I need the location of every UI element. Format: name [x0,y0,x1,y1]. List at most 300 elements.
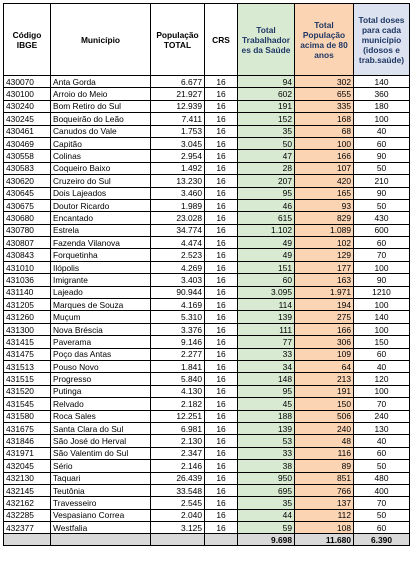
cell-total-doses: 140 [354,76,410,88]
cell-total-doses: 40 [354,435,410,447]
cell-crs: 16 [205,311,238,323]
cell-populacao: 21.927 [151,88,205,100]
table-row [4,175,410,187]
cell-municipio: Muçum [51,311,151,323]
cell-crs: 16 [205,88,238,100]
header-trabalhadores: Total Trabalhador es da Saúde [238,4,295,76]
table-row [4,125,410,137]
cell-municipio: Bom Retiro do Sul [51,100,151,112]
cell-populacao: 5.840 [151,373,205,385]
cell-trabalhadores: 139 [238,311,295,323]
cell-municipio: Colinas [51,150,151,162]
header-row [4,4,410,76]
table-row [4,323,410,335]
cell-trabalhadores: 94 [238,76,295,88]
cell-populacao: 2.130 [151,435,205,447]
cell-populacao: 3.045 [151,137,205,149]
cell-total-doses: 240 [354,410,410,422]
cell-populacao: 2.182 [151,398,205,410]
cell-populacao-80: 107 [295,162,354,174]
cell-codigo: 431846 [4,435,51,447]
cell-populacao-80: 112 [295,509,354,521]
cell-populacao: 2.347 [151,447,205,459]
cell-municipio: Estrela [51,224,151,236]
cell-municipio: Encantado [51,212,151,224]
cell-populacao: 2.277 [151,348,205,360]
cell-populacao: 1.989 [151,199,205,211]
cell-trabalhadores: 53 [238,435,295,447]
table-row [4,150,410,162]
cell-total-doses: 1210 [354,286,410,298]
cell-populacao-80: 213 [295,373,354,385]
cell-crs: 16 [205,497,238,509]
cell-total-doses: 120 [354,373,410,385]
cell-crs: 16 [205,410,238,422]
cell-populacao-80: 166 [295,150,354,162]
cell-municipio: Santa Clara do Sul [51,422,151,434]
cell-municipio: Lajeado [51,286,151,298]
table-row [4,286,410,298]
cell-trabalhadores: 28 [238,162,295,174]
cell-populacao-80: 102 [295,237,354,249]
table-row [4,373,410,385]
table-row [4,460,410,472]
cell-municipio: Doutor Ricardo [51,199,151,211]
cell-codigo: 432162 [4,497,51,509]
cell-codigo: 430807 [4,237,51,249]
cell-municipio: Progresso [51,373,151,385]
cell-total-doses: 60 [354,522,410,534]
cell-trabalhadores: 47 [238,150,295,162]
cell-populacao: 3.403 [151,274,205,286]
cell-trabalhadores: 59 [238,522,295,534]
cell-populacao-80: 129 [295,249,354,261]
cell-total-doses: 600 [354,224,410,236]
cell-municipio: Westfalia [51,522,151,534]
cell-populacao: 2.523 [151,249,205,261]
cell-crs: 16 [205,385,238,397]
cell-populacao-80: 191 [295,385,354,397]
cell-trabalhadores: 45 [238,398,295,410]
cell-populacao-80: 275 [295,311,354,323]
table-row [4,360,410,372]
table-row [4,509,410,521]
cell-populacao-80: 829 [295,212,354,224]
cell-populacao-80: 108 [295,522,354,534]
table-row [4,484,410,496]
cell-crs: 16 [205,162,238,174]
cell-trabalhadores: 35 [238,497,295,509]
cell-crs: 16 [205,472,238,484]
cell-populacao: 1.841 [151,360,205,372]
table-row [4,435,410,447]
table-row [4,261,410,273]
cell-codigo: 430843 [4,249,51,261]
table-row [4,472,410,484]
cell-trabalhadores: 60 [238,274,295,286]
cell-trabalhadores: 207 [238,175,295,187]
cell-total-doses: 210 [354,175,410,187]
cell-populacao: 4.269 [151,261,205,273]
cell-trabalhadores: 95 [238,187,295,199]
cell-municipio: Roca Sales [51,410,151,422]
total-doses: 6.390 [354,534,410,546]
cell-populacao: 2.040 [151,509,205,521]
cell-total-doses: 50 [354,460,410,472]
cell-total-doses: 400 [354,484,410,496]
cell-populacao-80: 89 [295,460,354,472]
cell-codigo: 431300 [4,323,51,335]
header-total-doses: Total doses para cada município (idosos e trab.saúde) [354,4,410,76]
cell-codigo: 431475 [4,348,51,360]
cell-populacao: 13.230 [151,175,205,187]
table-row [4,497,410,509]
cell-codigo: 430245 [4,113,51,125]
cell-crs: 16 [205,373,238,385]
cell-trabalhadores: 95 [238,385,295,397]
cell-trabalhadores: 188 [238,410,295,422]
cell-crs: 16 [205,348,238,360]
cell-trabalhadores: 50 [238,137,295,149]
cell-trabalhadores: 44 [238,509,295,521]
cell-populacao: 2.545 [151,497,205,509]
cell-populacao: 3.125 [151,522,205,534]
totals-empty-populacao [151,534,205,546]
cell-trabalhadores: 950 [238,472,295,484]
cell-codigo: 430100 [4,88,51,100]
table-row [4,274,410,286]
cell-codigo: 431513 [4,360,51,372]
cell-crs: 16 [205,187,238,199]
cell-total-doses: 70 [354,398,410,410]
cell-municipio: Pouso Novo [51,360,151,372]
cell-trabalhadores: 111 [238,323,295,335]
cell-crs: 16 [205,435,238,447]
cell-populacao: 4.169 [151,299,205,311]
cell-municipio: São José do Herval [51,435,151,447]
cell-municipio: Forquetinha [51,249,151,261]
cell-codigo: 430461 [4,125,51,137]
table-row [4,237,410,249]
cell-populacao-80: 100 [295,137,354,149]
cell-trabalhadores: 33 [238,348,295,360]
cell-codigo: 430469 [4,137,51,149]
cell-codigo: 431205 [4,299,51,311]
cell-crs: 16 [205,100,238,112]
cell-trabalhadores: 35 [238,125,295,137]
cell-crs: 16 [205,509,238,521]
cell-populacao-80: 168 [295,113,354,125]
cell-populacao-80: 166 [295,323,354,335]
cell-populacao-80: 137 [295,497,354,509]
cell-total-doses: 90 [354,187,410,199]
cell-populacao: 34.774 [151,224,205,236]
cell-municipio: Boqueirão do Leão [51,113,151,125]
cell-populacao-80: 506 [295,410,354,422]
cell-codigo: 431036 [4,274,51,286]
cell-crs: 16 [205,237,238,249]
cell-trabalhadores: 77 [238,336,295,348]
cell-populacao-80: 163 [295,274,354,286]
cell-populacao-80: 1.971 [295,286,354,298]
cell-codigo: 431415 [4,336,51,348]
table-row [4,336,410,348]
vaccine-distribution-table [3,3,410,546]
cell-populacao: 2.146 [151,460,205,472]
cell-codigo: 431971 [4,447,51,459]
table-row [4,113,410,125]
cell-municipio: São Valentim do Sul [51,447,151,459]
cell-crs: 16 [205,150,238,162]
cell-trabalhadores: 46 [238,199,295,211]
cell-crs: 16 [205,199,238,211]
cell-trabalhadores: 151 [238,261,295,273]
header-populacao: População TOTAL [151,4,205,76]
cell-codigo: 431515 [4,373,51,385]
cell-crs: 16 [205,460,238,472]
cell-codigo: 430645 [4,187,51,199]
cell-populacao: 4.474 [151,237,205,249]
cell-total-doses: 50 [354,509,410,521]
cell-populacao: 3.460 [151,187,205,199]
cell-total-doses: 60 [354,237,410,249]
cell-trabalhadores: 602 [238,88,295,100]
cell-total-doses: 70 [354,497,410,509]
table-row [4,299,410,311]
table-row [4,249,410,261]
cell-crs: 16 [205,261,238,273]
cell-trabalhadores: 152 [238,113,295,125]
cell-trabalhadores: 615 [238,212,295,224]
cell-municipio: Nova Bréscia [51,323,151,335]
cell-populacao: 1.492 [151,162,205,174]
cell-crs: 16 [205,249,238,261]
cell-trabalhadores: 695 [238,484,295,496]
total-populacao-80: 11.680 [295,534,354,546]
table-row [4,410,410,422]
cell-municipio: Paverama [51,336,151,348]
cell-municipio: Capitão [51,137,151,149]
cell-populacao-80: 68 [295,125,354,137]
cell-municipio: Relvado [51,398,151,410]
cell-populacao: 23.028 [151,212,205,224]
cell-crs: 16 [205,113,238,125]
cell-crs: 16 [205,125,238,137]
cell-trabalhadores: 3.095 [238,286,295,298]
cell-municipio: Travesseiro [51,497,151,509]
table-row [4,162,410,174]
cell-total-doses: 100 [354,261,410,273]
totals-empty-crs [205,534,238,546]
cell-crs: 16 [205,212,238,224]
table-row [4,224,410,236]
cell-crs: 16 [205,286,238,298]
cell-municipio: Canudos do Vale [51,125,151,137]
cell-municipio: Sério [51,460,151,472]
cell-codigo: 432377 [4,522,51,534]
table-row [4,311,410,323]
cell-populacao: 12.251 [151,410,205,422]
cell-codigo: 430558 [4,150,51,162]
header-municipio: Município [51,4,151,76]
cell-populacao-80: 194 [295,299,354,311]
table-row [4,398,410,410]
cell-populacao-80: 306 [295,336,354,348]
cell-populacao: 1.753 [151,125,205,137]
table-row [4,522,410,534]
cell-codigo: 431545 [4,398,51,410]
cell-total-doses: 70 [354,249,410,261]
cell-trabalhadores: 139 [238,422,295,434]
cell-crs: 16 [205,522,238,534]
cell-municipio: Marques de Souza [51,299,151,311]
table-row [4,76,410,88]
cell-codigo: 431520 [4,385,51,397]
table-row [4,385,410,397]
cell-municipio: Teutônia [51,484,151,496]
table-row [4,199,410,211]
cell-crs: 16 [205,299,238,311]
cell-trabalhadores: 114 [238,299,295,311]
cell-crs: 16 [205,224,238,236]
cell-crs: 16 [205,422,238,434]
cell-total-doses: 40 [354,360,410,372]
table-row [4,100,410,112]
cell-municipio: Dois Lajeados [51,187,151,199]
cell-total-doses: 100 [354,323,410,335]
table-row [4,422,410,434]
cell-total-doses: 90 [354,150,410,162]
cell-populacao-80: 655 [295,88,354,100]
cell-crs: 16 [205,484,238,496]
cell-total-doses: 100 [354,385,410,397]
totals-empty-codigo [4,534,51,546]
cell-total-doses: 50 [354,199,410,211]
cell-trabalhadores: 38 [238,460,295,472]
header-crs: CRS [205,4,238,76]
cell-codigo: 431010 [4,261,51,273]
cell-populacao-80: 150 [295,398,354,410]
totals-row [4,534,410,546]
cell-municipio: Cruzeiro do Sul [51,175,151,187]
cell-crs: 16 [205,360,238,372]
cell-trabalhadores: 34 [238,360,295,372]
table-row [4,137,410,149]
cell-populacao-80: 64 [295,360,354,372]
cell-populacao-80: 240 [295,422,354,434]
cell-crs: 16 [205,137,238,149]
cell-codigo: 431140 [4,286,51,298]
cell-populacao: 90.944 [151,286,205,298]
cell-total-doses: 100 [354,113,410,125]
table-body [4,76,410,546]
cell-total-doses: 130 [354,422,410,434]
cell-populacao-80: 109 [295,348,354,360]
cell-trabalhadores: 148 [238,373,295,385]
cell-populacao: 12.939 [151,100,205,112]
header-populacao-80: Total População acima de 80 anos [295,4,354,76]
cell-populacao-80: 420 [295,175,354,187]
cell-crs: 16 [205,76,238,88]
cell-trabalhadores: 49 [238,237,295,249]
cell-crs: 16 [205,175,238,187]
cell-total-doses: 60 [354,447,410,459]
cell-trabalhadores: 49 [238,249,295,261]
cell-crs: 16 [205,274,238,286]
cell-crs: 16 [205,336,238,348]
cell-municipio: Imigrante [51,274,151,286]
cell-codigo: 432045 [4,460,51,472]
total-trabalhadores: 9.698 [238,534,295,546]
cell-total-doses: 60 [354,137,410,149]
cell-populacao: 33.548 [151,484,205,496]
cell-populacao-80: 165 [295,187,354,199]
cell-populacao: 6.677 [151,76,205,88]
cell-populacao-80: 766 [295,484,354,496]
cell-populacao: 3.376 [151,323,205,335]
cell-populacao: 7.411 [151,113,205,125]
cell-total-doses: 150 [354,336,410,348]
cell-codigo: 431260 [4,311,51,323]
cell-populacao: 2.954 [151,150,205,162]
cell-codigo: 432145 [4,484,51,496]
cell-codigo: 430675 [4,199,51,211]
cell-crs: 16 [205,323,238,335]
cell-codigo: 432130 [4,472,51,484]
cell-trabalhadores: 1.102 [238,224,295,236]
table-row [4,88,410,100]
cell-populacao-80: 1.089 [295,224,354,236]
cell-total-doses: 430 [354,212,410,224]
cell-municipio: Ilópolis [51,261,151,273]
cell-populacao-80: 302 [295,76,354,88]
cell-total-doses: 100 [354,299,410,311]
cell-municipio: Poço das Antas [51,348,151,360]
cell-populacao: 4.130 [151,385,205,397]
cell-trabalhadores: 33 [238,447,295,459]
cell-total-doses: 140 [354,311,410,323]
totals-empty-municipio [51,534,151,546]
table-row [4,348,410,360]
cell-municipio: Taquari [51,472,151,484]
cell-codigo: 430620 [4,175,51,187]
vaccine-distribution-table-container [3,3,409,546]
cell-populacao: 26.439 [151,472,205,484]
cell-total-doses: 480 [354,472,410,484]
cell-municipio: Coqueiro Baixo [51,162,151,174]
cell-municipio: Arroio do Meio [51,88,151,100]
cell-crs: 16 [205,398,238,410]
cell-codigo: 430680 [4,212,51,224]
cell-municipio: Putinga [51,385,151,397]
cell-total-doses: 360 [354,88,410,100]
cell-municipio: Anta Gorda [51,76,151,88]
table-row [4,187,410,199]
cell-populacao-80: 851 [295,472,354,484]
cell-municipio: Vespasiano Correa [51,509,151,521]
cell-municipio: Fazenda Vilanova [51,237,151,249]
cell-codigo: 430240 [4,100,51,112]
cell-populacao-80: 335 [295,100,354,112]
cell-total-doses: 90 [354,274,410,286]
cell-populacao-80: 93 [295,199,354,211]
table-row [4,212,410,224]
cell-populacao-80: 116 [295,447,354,459]
header-codigo: Código IBGE [4,4,51,76]
cell-codigo: 432285 [4,509,51,521]
cell-crs: 16 [205,447,238,459]
cell-populacao: 9.146 [151,336,205,348]
